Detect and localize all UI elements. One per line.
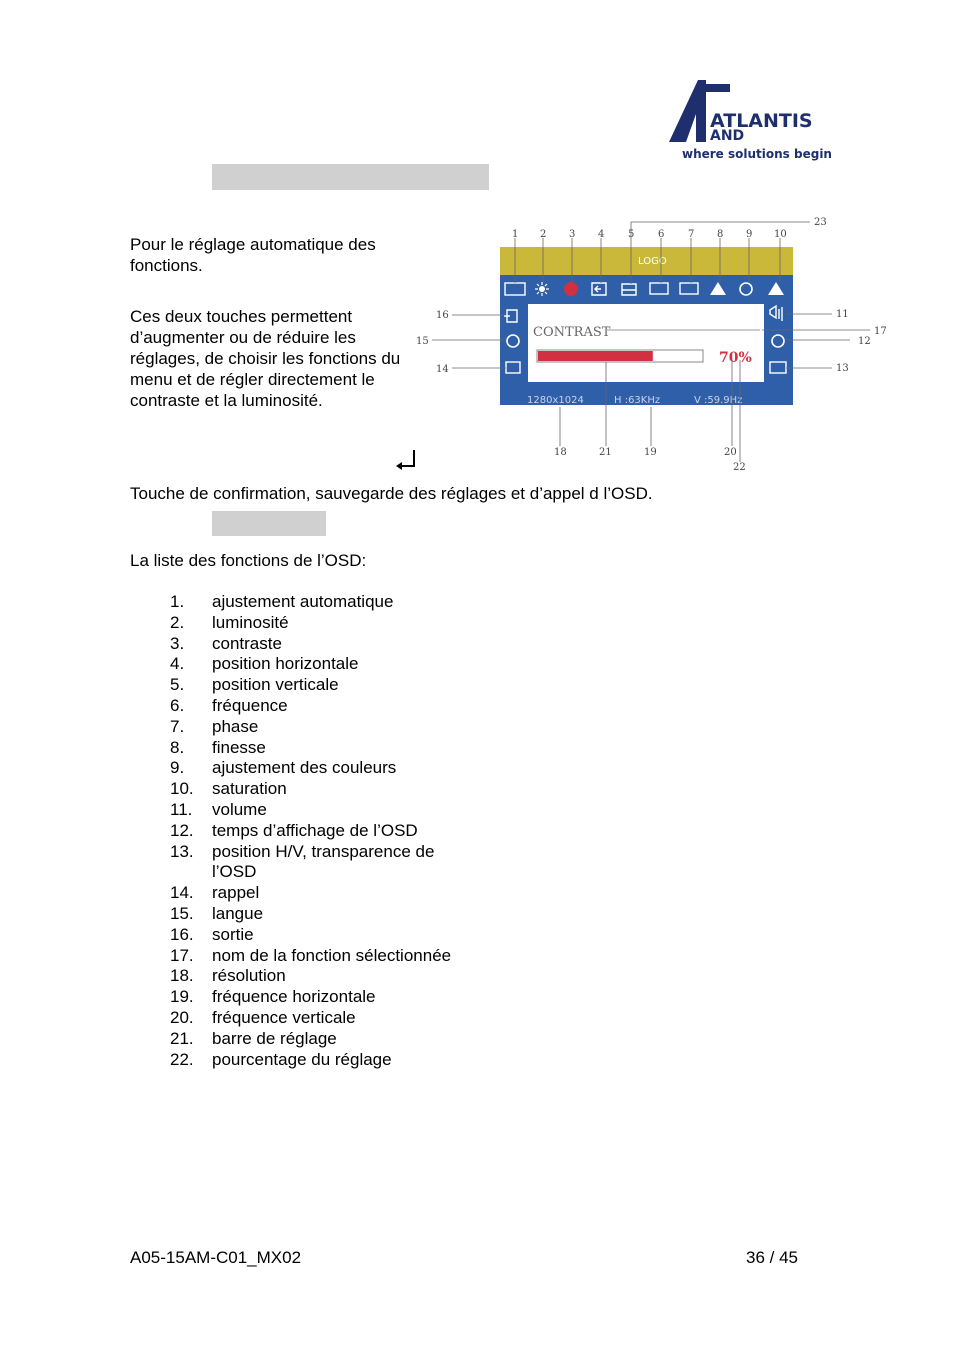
list-item — [170, 842, 472, 884]
list-item-number: 17. — [170, 945, 194, 965]
list-item-number: 8. — [170, 737, 185, 757]
list-item — [170, 696, 472, 717]
list-item — [170, 883, 472, 904]
list-item-number: 2. — [170, 612, 185, 632]
list-item-number: 9. — [170, 758, 185, 778]
callout-3: 3 — [569, 229, 576, 240]
callout-17: 17 — [874, 326, 887, 337]
list-item-number: 3. — [170, 633, 185, 653]
list-item — [170, 779, 472, 800]
list-item — [170, 966, 472, 987]
callout-9: 9 — [746, 229, 753, 240]
list-item-label: contraste — [212, 633, 282, 653]
list-item-number: 14. — [170, 883, 194, 903]
list-item-number: 13. — [170, 841, 194, 861]
list-item — [170, 904, 472, 925]
callout-7: 7 — [688, 229, 695, 240]
callout-19: 19 — [644, 447, 657, 458]
callout-1: 1 — [512, 229, 519, 240]
list-item-label: position horizontale — [212, 654, 359, 674]
list-item-label: position H/V, transparence de l’OSD — [212, 841, 435, 882]
callout-21: 21 — [599, 447, 612, 458]
osd-function-list — [170, 592, 472, 1070]
list-item — [170, 1029, 472, 1050]
auto-adjust-description: Pour le réglage automatique des fonctions. — [130, 235, 376, 275]
list-item — [170, 592, 472, 613]
footer-page-number: 36 / 45 — [746, 1248, 798, 1267]
list-item — [170, 925, 472, 946]
list-item-label: fréquence — [212, 695, 288, 715]
list-item-number: 15. — [170, 903, 194, 923]
callout-16: 16 — [436, 310, 449, 321]
osd-function-name: CONTRAST — [533, 325, 611, 340]
arrow-keys-description: Ces deux touches permettent d’augmenter ou de réduire les réglages, de choisir les fonctions du menu et de régler directement le contraste et la luminosité. — [130, 307, 401, 410]
list-item-label: rappel — [212, 883, 260, 903]
list-item — [170, 738, 472, 759]
heading-bar — [212, 164, 489, 190]
list-item — [170, 1050, 472, 1071]
footer-doc-id: A05-15AM-C01_MX02 — [130, 1248, 302, 1267]
list-item-number: 4. — [170, 654, 185, 674]
list-item-label: résolution — [212, 966, 286, 986]
list-item-number: 19. — [170, 987, 194, 1007]
callout-14: 14 — [436, 364, 449, 375]
list-item-label: temps d’affichage de l’OSD — [212, 820, 418, 840]
list-item-label: barre de réglage — [212, 1028, 337, 1048]
list-item-number: 5. — [170, 675, 185, 695]
list-item-number: 1. — [170, 592, 185, 611]
list-item-label: sortie — [212, 924, 254, 944]
list-item — [170, 758, 472, 779]
list-item-label: pourcentage du réglage — [212, 1049, 392, 1069]
enter-key-description: Touche de confirmation, sauvegarde des réglages et d’appel d l’OSD. — [130, 484, 653, 503]
list-item-label: saturation — [212, 779, 287, 799]
list-item — [170, 634, 472, 655]
atlantis-logo — [666, 78, 836, 168]
logo-name: ATLANTIS — [710, 110, 813, 132]
callout-22: 22 — [733, 462, 746, 473]
callout-15: 15 — [416, 336, 429, 347]
list-item-label: fréquence horizontale — [212, 987, 376, 1007]
osd-resolution: 1280x1024 — [527, 395, 584, 406]
callout-5: 5 — [628, 229, 635, 240]
osd-title: LOGO — [638, 256, 667, 267]
subheading-bar — [212, 511, 326, 536]
osd-vfreq: V :59.9Hz — [694, 395, 743, 406]
list-item — [170, 946, 472, 967]
list-item — [170, 675, 472, 696]
list-item — [170, 821, 472, 842]
list-item-number: 22. — [170, 1049, 194, 1069]
list-item-number: 11. — [170, 799, 193, 819]
list-item-label: phase — [212, 716, 259, 736]
contrast-icon — [564, 282, 578, 296]
list-item-label: volume — [212, 799, 267, 819]
callout-13: 13 — [836, 363, 849, 374]
callout-10: 10 — [774, 229, 787, 240]
osd-list-title: La liste des fonctions de l’OSD: — [130, 551, 367, 570]
list-item — [170, 717, 472, 738]
list-item — [170, 1008, 472, 1029]
list-item-label: langue — [212, 903, 264, 923]
list-item — [170, 987, 472, 1008]
brightness-icon — [535, 282, 549, 296]
list-item — [170, 654, 472, 675]
callout-4: 4 — [598, 229, 605, 240]
logo-sub: AND — [710, 128, 745, 144]
callout-11: 11 — [836, 309, 849, 320]
list-item-label: finesse — [212, 737, 266, 757]
list-item-label: luminosité — [212, 612, 289, 632]
callout-18: 18 — [554, 447, 567, 458]
list-item — [170, 800, 472, 821]
list-item-label: ajustement automatique — [212, 592, 394, 611]
osd-panel — [528, 304, 764, 382]
callout-8: 8 — [717, 229, 724, 240]
list-item-label: nom de la fonction sélectionnée — [212, 945, 452, 965]
list-item-number: 12. — [170, 820, 194, 840]
list-item-number: 18. — [170, 966, 194, 986]
list-item-number: 20. — [170, 1007, 194, 1027]
osd-adjust-bar-fill — [538, 351, 653, 361]
callout-23: 23 — [814, 217, 827, 228]
callout-20: 20 — [724, 447, 737, 458]
list-item-number: 6. — [170, 695, 185, 715]
list-item-label: position verticale — [212, 675, 339, 695]
list-item-number: 7. — [170, 716, 185, 736]
list-item-number: 21. — [170, 1028, 194, 1048]
list-item-number: 16. — [170, 924, 194, 944]
list-item-label: ajustement des couleurs — [212, 758, 397, 778]
callout-2: 2 — [540, 229, 547, 240]
callout-6: 6 — [658, 229, 665, 240]
list-item-label: fréquence verticale — [212, 1007, 356, 1027]
osd-percent: 70% — [719, 350, 752, 366]
logo-tagline: where solutions begin — [682, 147, 832, 161]
list-item — [170, 613, 472, 634]
list-item-number: 10. — [170, 779, 194, 799]
callout-12: 12 — [858, 336, 871, 347]
osd-hfreq: H :63KHz — [614, 395, 661, 406]
osd-diagram — [410, 210, 900, 480]
